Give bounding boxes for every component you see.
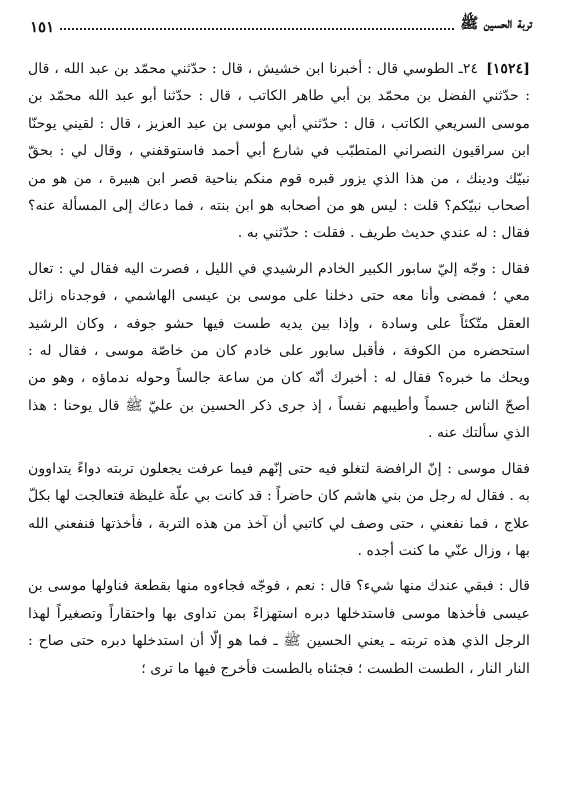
- entry-paragraph: [28, 56, 530, 248]
- entry-text: ٢٤ـ الطوسي قال : أخبرنا ابن خشيش ، قال : حدّثني محمّد بن عبد الله ، قال : حدّثني الفضل بن محمّد بن أبي طاهر الكاتب ، قال : حدّثنا أبو عبد الله محمّد بن موسى السريعي الكاتب ، قال : حدّثني أبي موسى بن عبد العزيز ، قال : لقيني يوحنّا ابن سراقيون النصراني المتطبّب في شارع أبي أحمد فاستوقفني ، وقال لي : بحقّ نبيّك ودينك ، من هذا الذي يزور قبره قوم منكم بناحية قصر ابن هبيرة ، من هو من أصحاب نبيّكم؟ قلت : ليس هو من أصحابه هو ابن بنته ، فما دعاك إلى المسألة عنه؟ فقال : له عندي حديث طريف . فقلت : حدّثني به .: [28, 61, 530, 242]
- body-paragraph-2: فقال موسى : إنّ الرافضة لتغلو فيه حتى إنّهم فيما عرفت يجعلون تربته دواءً يتداوون به . فقال له رجل من بني هاشم كان حاضراً : قد كانت بي علّة غليظة فتعالجت لها بكلّ علاج ، فما نفعني ، حتى وصف لي كاتبي أن آخذ من هذه التربة ، فأخذتها فنفعني الله بها ، وزال عنّي ما كنت أجده .: [28, 460, 530, 559]
- header-title: تربة الحسين ﷺ: [460, 14, 532, 32]
- body-paragraph-1: فقال : وجّه إليّ سابور الكبير الخادم الرشيدي في الليل ، فصرت اليه فقال لي : تعال معي ؛ فمضى وأنا معه حتى دخلنا على موسى بن عيسى الهاشمي ، فوجدناه زائل العقل متّكئاً على وسادة ، وإذا بين يديه طست فيها حشو جوفه ، وكان الرشيد استحضره من الكوفة ، فأقبل سابور على خادم كان من خاصّة موسى ، فقال له : ويحك ما خبره؟ فقال له : أخبرك أنّه كان من ساعة جالساً وحوله ندماؤه ، وهو من أصحّ الناس جسماً وأطيبهم نفساً ، إذ جرى ذكر الحسين بن عليّ ﷺ قال يوحنا : هذا الذي سألتك عنه .: [28, 260, 530, 442]
- header-dotted-leader: [60, 28, 454, 30]
- page-number: ١٥١: [30, 18, 55, 36]
- running-header: [30, 14, 532, 36]
- body-paragraph-3: قال : فبقي عندك منها شيء؟ قال : نعم ، فوجّه فجاءوه منها بقطعة فناولها موسى بن عيسى فأخذها موسى فاستدخلها دبره استهزاءً بمن تداوى بها واحتقاراً وتصغيراً لهذا الرجل الذي هذه تربته ـ يعني الحسين ﷺ ـ فما هو إلّا أن استدخلها دبره حتى صاح : النار النار ، الطست الطست ؛ فجئناه بالطست فأخرج فيها ما ترى ؛: [28, 578, 530, 677]
- entry-reference-number: [١٥٢٤]: [486, 61, 530, 77]
- document-body: [28, 56, 530, 683]
